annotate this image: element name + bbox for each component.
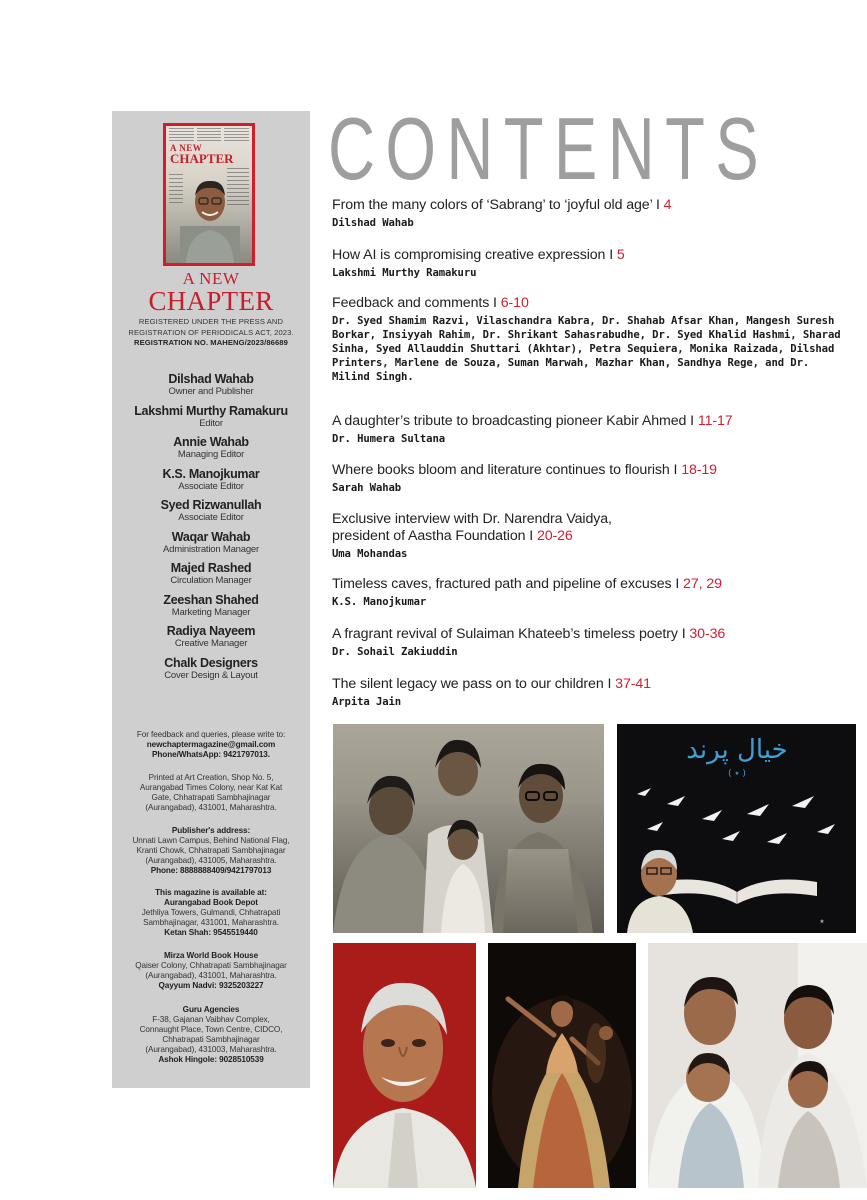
store-entry: Guru Agencies F-38, Gajanan Vaibhav Complex, Connaught Place, Town Centre, CIDCO, Chhatrapati Sambhajinagar (Aurangabad), 431003, Maharashtra. Ashok Hingole: 9028510539 — [120, 1005, 302, 1065]
article-title: Feedback and comments — [332, 295, 490, 311]
toc-entry[interactable]: Feedback and comments I 6-10 Dr. Syed Shamim Razvi, Vilaschandra Kabra, Dr. Shahab Afsar Khan, Mangesh Suresh Borkar, Insiyyah Rahim, Dr. Shrikant Sahasrabudhe, Dr. Syed Khalid Hashmi, Sharad Sinha, Syed Allauddin Shuttari (Akhtar), Petra Sequiera, Monika Raizada, Dilshad Printers, Marlene de Souza, Suman Marwah, Mazhar Khan, Sandhya Rege, and Dr. Milind Singh. — [332, 295, 852, 384]
article-author: Arpita Jain — [332, 696, 402, 708]
registration-number: REGISTRATION NO. MAHENG/2023/86689 — [134, 338, 288, 347]
article-author: K.S. Manojkumar — [332, 596, 427, 608]
book-cover-photo — [617, 724, 856, 933]
page-number: 5 — [616, 247, 625, 263]
staff-entry: Lakshmi Murthy Ramakuru Editor — [134, 403, 288, 429]
toc-entry[interactable]: A fragrant revival of Sulaiman Khateeb’s timeless poetry I 30-36 Dr. Sohail Zakiuddin — [332, 626, 852, 659]
article-author: Dr. Sohail Zakiuddin — [332, 646, 458, 658]
toc-entry[interactable]: The silent legacy we pass on to our children I 37-41 Arpita Jain — [332, 676, 852, 709]
store-name: Mirza World Book House — [163, 951, 259, 960]
masthead-sidebar — [112, 111, 310, 1088]
page-number: 11-17 — [697, 413, 733, 429]
portrait-painting — [333, 943, 476, 1188]
contents-heading: CONTENTS — [328, 99, 770, 198]
magazine-cover-thumbnail — [163, 123, 255, 266]
article-author: Uma Mohandas — [332, 548, 408, 560]
page-number: 27, 29 — [683, 576, 722, 592]
article-title: Where books bloom and literature continues to flourish — [332, 462, 670, 478]
page-number: 37-41 — [615, 676, 651, 692]
article-title: From the many colors of ‘Sabrang’ to ‘joyful old age’ — [332, 197, 653, 213]
printer-info: Printed at Art Creation, Shop No. 5, Aurangabad Times Colony, near Kat Kat Gate, Chhatrapati Sambhajinagar (Aurangabad), 431001, Maharashtra. — [139, 773, 283, 812]
availability-info: This magazine is available at: Aurangabad Book Depot Jethliya Towers, Gulmandi, Chhatrapati Sambhajinagar, 431001, Maharashtra. Ketan Shah: 9545519440 — [120, 888, 302, 938]
feedback-info: For feedback and queries, please write to: newchaptermagazine@gmail.com Phone/WhatsApp: 9421797013. — [120, 730, 302, 760]
toc-entry[interactable]: A daughter’s tribute to broadcasting pioneer Kabir Ahmed I 11-17 Dr. Humera Sultana — [332, 413, 852, 446]
staff-entry: Zeeshan Shahed Marketing Manager — [163, 592, 259, 618]
article-author: Sarah Wahab — [332, 482, 402, 494]
staff-entry: Dilshad Wahab Owner and Publisher — [168, 372, 254, 397]
article-author: Dilshad Wahab — [332, 217, 414, 229]
registration-info: REGISTERED UNDER THE PRESS AND REGISTRATION OF PERIODICALS ACT, 2023. REGISTRATION NO. MAHENG/2023/86689 — [118, 317, 304, 349]
article-author: Lakshmi Murthy Ramakuru — [332, 267, 477, 279]
article-author: Dr. Syed Shamim Razvi, Vilaschandra Kabra, Dr. Shahab Afsar Khan, Mangesh Suresh Borkar, Insiyyah Rahim, Dr. Shrikant Sahasrabudhe, Dr. Syed Khalid Hashmi, Sharad Sinha, Syed Allauddin Shuttari (Akhtar), Petra Sequiera, Monika Raizada, Dilshad Printers, Marlene de Souza, Suman Marwah, Mazhar Khan, Sandhya Rege, and Dr. Milind Singh. — [332, 315, 841, 383]
store-name: Guru Agencies — [182, 1005, 240, 1014]
staff-entry: Radiya Nayeem Creative Manager — [166, 624, 256, 649]
toc-entry[interactable]: From the many colors of ‘Sabrang’ to ‘joyful old age’ I 4 Dilshad Wahab — [332, 197, 852, 230]
store-name: Aurangabad Book Depot — [164, 898, 258, 907]
svg-text:٭: ٭ — [819, 916, 825, 927]
staff-list — [112, 372, 310, 687]
book-title: خیال پرند — [686, 735, 788, 765]
contact-phone: Phone/WhatsApp: 9421797013. — [152, 750, 270, 759]
article-title: How AI is compromising creative expression — [332, 247, 606, 263]
family-photo-vintage — [333, 724, 604, 933]
staff-entry: Majed Rashed Circulation Manager — [170, 561, 252, 586]
staff-entry: Syed Rizwanullah Associate Editor — [160, 498, 262, 523]
toc-entry[interactable]: Where books bloom and literature continues to flourish I 18-19 Sarah Wahab — [332, 462, 852, 495]
page-number: 20-26 — [536, 528, 573, 544]
page-number: 18-19 — [681, 462, 717, 478]
publisher-address: Publisher's address: Unnati Lawn Campus, Behind National Flag, Kranti Chowk, Chhatrapati Sambhajinagar (Aurangabad), 431005, Maharashtra. Phone: 8888888409/9421797013 — [132, 826, 290, 875]
staff-entry: K.S. Manojkumar Associate Editor — [162, 466, 260, 492]
contact-email: newchaptermagazine@gmail.com — [146, 740, 276, 749]
store-entry: Mirza World Book House Qaiser Colony, Chhatrapati Sambhajinagar (Aurangabad), 431001, Maharashtra. Qayyum Nadvi: 9325203227 — [120, 951, 302, 991]
magazine-logo: A NEW CHAPTER — [148, 269, 274, 316]
article-title: A daughter’s tribute to broadcasting pioneer Kabir Ahmed — [332, 413, 687, 429]
article-title: A fragrant revival of Sulaiman Khateeb’s timeless poetry — [332, 626, 678, 642]
article-title: The silent legacy we pass on to our children — [332, 676, 604, 692]
cover-portrait — [180, 168, 240, 263]
article-title: Timeless caves, fractured path and pipeline of excuses — [332, 576, 672, 592]
family-with-children-photo — [648, 943, 867, 1188]
page-number: 30-36 — [689, 626, 726, 642]
article-title: Exclusive interview with Dr. Narendra Vaidya, president of Aastha Foundation — [332, 511, 612, 544]
toc-entry[interactable]: Exclusive interview with Dr. Narendra Vaidya, president of Aastha Foundation I 20-26 Uma Mohandas — [332, 511, 632, 561]
page-number: 4 — [663, 197, 672, 213]
page-number: 6-10 — [500, 295, 529, 311]
dance-performance-photo — [488, 943, 636, 1188]
staff-entry: Waqar Wahab Administration Manager — [163, 529, 259, 555]
cover-brand: A NEW CHAPTER — [170, 143, 234, 166]
article-author: Dr. Humera Sultana — [332, 433, 446, 445]
svg-text:( ٭ ): ( ٭ ) — [728, 769, 746, 779]
staff-entry: Chalk Designers Cover Design & Layout — [164, 655, 258, 681]
toc-entry[interactable]: How AI is compromising creative expression I 5 Lakshmi Murthy Ramakuru — [332, 247, 852, 280]
toc-entry[interactable]: Timeless caves, fractured path and pipeline of excuses I 27, 29 K.S. Manojkumar — [332, 576, 852, 609]
staff-entry: Annie Wahab Managing Editor — [173, 435, 249, 460]
